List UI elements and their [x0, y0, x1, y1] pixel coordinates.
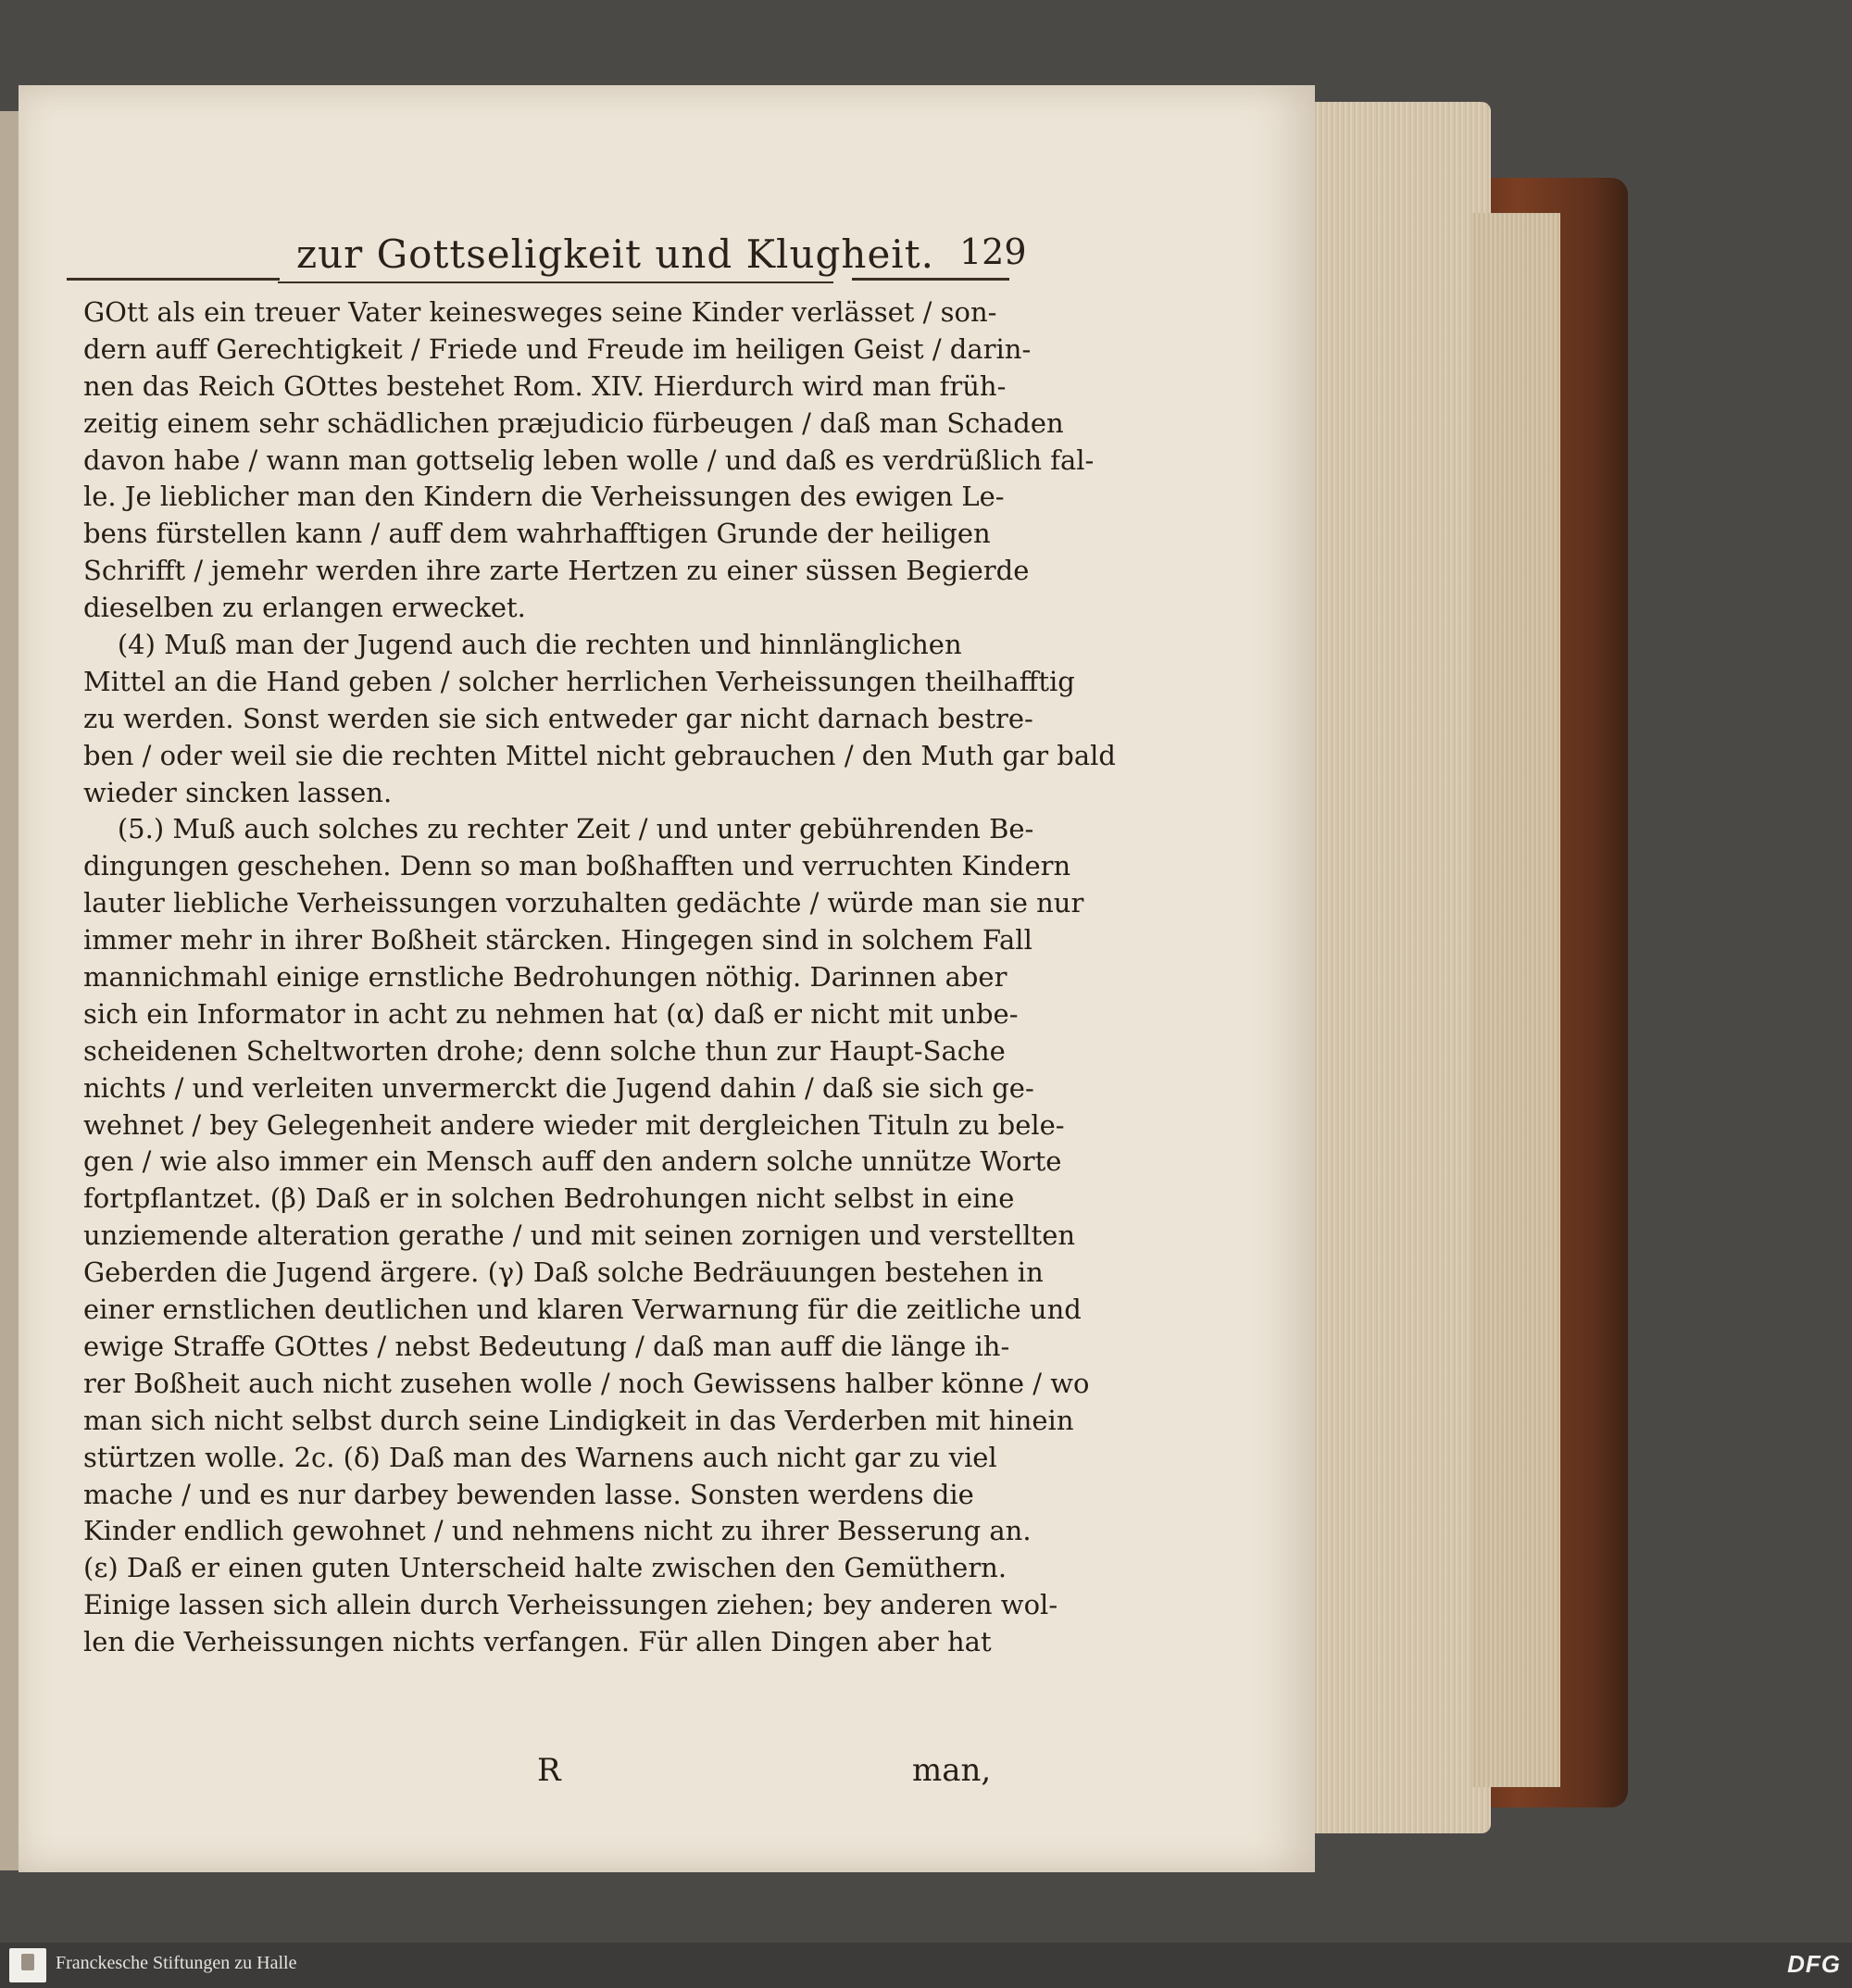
text-line: Mittel an die Hand geben / solcher herrlichen Verheissungen theilhafftig: [83, 665, 1075, 697]
text-line: mache / und es nur darbey bewenden lasse. Sonsten werdens die: [83, 1478, 974, 1510]
text-line: dern auff Gerechtigkeit / Friede und Freude im heiligen Geist / darin-: [83, 332, 1032, 365]
head-rule-right: [852, 278, 1009, 281]
text-line: nen das Reich GOttes bestehet Rom. XIV. Hierdurch wird man früh-: [83, 369, 1007, 402]
text-line: zu werden. Sonst werden sie sich entweder gar nicht darnach bestre-: [83, 702, 1033, 734]
text-line: nichts / und verleiten unvermerckt die Jugend dahin / daß sie sich ge-: [83, 1071, 1034, 1104]
text-line: scheidenen Scheltworten drohe; denn solche thun zur Haupt-Sache: [83, 1034, 1006, 1067]
viewer-footer: [0, 1943, 1852, 1988]
text-line: fortpflantzet. (β) Daß er in solchen Bedrohungen nicht selbst in eine: [83, 1182, 1015, 1215]
text-line: immer mehr in ihrer Boßheit stärcken. Hingegen sind in solchem Fall: [83, 924, 1032, 956]
page-edges-inner: [1472, 213, 1560, 1787]
text-line: einer ernstlichen deutlichen und klaren Verwarnung für die zeitliche und: [83, 1294, 1082, 1326]
text-line: wehnet / bey Gelegenheit andere wieder mit dergleichen Tituln zu bele-: [83, 1108, 1065, 1141]
text-line: le. Je lieblicher man den Kindern die Verheissungen des ewigen Le-: [83, 481, 1005, 513]
text-line: gen / wie also immer ein Mensch auff den andern solche unnütze Worte: [83, 1145, 1062, 1178]
text-line: ewige Straffe GOttes / nebst Bedeutung / daß man auff die länge ih-: [83, 1330, 1010, 1362]
head-rule-middle: [278, 281, 833, 283]
text-line: len die Verheissungen nichts verfangen. Für allen Dingen aber hat: [83, 1626, 992, 1658]
text-line: bens fürstellen kann / auff dem wahrhafftigen Grunde der heiligen: [83, 518, 991, 550]
head-rule-left: [67, 278, 280, 281]
body-text: [83, 294, 1116, 1661]
text-line: man sich nicht selbst durch seine Lindigkeit in das Verderben mit hinein: [83, 1404, 1074, 1436]
text-line: Geberden die Jugend ärgere. (γ) Daß solche Bedräuungen bestehen in: [83, 1257, 1044, 1289]
text-line: rer Boßheit auch nicht zusehen wolle / noch Gewissens halber könne / wo: [83, 1367, 1090, 1399]
text-line: unziemende alteration gerathe / und mit seinen zornigen und verstellten: [83, 1219, 1076, 1252]
text-line: mannichmahl einige ernstliche Bedrohungen nöthig. Darinnen aber: [83, 961, 1007, 994]
text-line: (5.) Muß auch solches zu rechter Zeit / und unter gebührenden Be-: [83, 813, 1034, 845]
text-line: (ε) Daß er einen guten Unterscheid halte zwischen den Gemüthern.: [83, 1552, 1007, 1584]
running-head-title: zur Gottseligkeit und Klugheit.: [296, 231, 934, 277]
text-line: lauter liebliche Verheissungen vorzuhalten gedächte / würde man sie nur: [83, 887, 1084, 919]
text-line: Einige lassen sich allein durch Verheissungen ziehen; bey anderen wol-: [83, 1589, 1058, 1621]
page-number: 129: [959, 231, 1027, 272]
text-line: wieder sincken lassen.: [83, 776, 393, 808]
dfg-logo: DFG: [1787, 1950, 1841, 1978]
catchword: man,: [912, 1752, 992, 1789]
text-line: sich ein Informator in acht zu nehmen hat (α) daß er nicht mit unbe-: [83, 997, 1019, 1030]
text-line: dieselben zu erlangen erwecket.: [83, 592, 526, 624]
institution-name: Franckesche Stiftungen zu Halle: [56, 1953, 297, 1973]
text-line: ben / oder weil sie die rechten Mittel nicht gebrauchen / den Muth gar bald: [83, 739, 1116, 771]
text-line: (4) Muß man der Jugend auch die rechten und hinnlänglichen: [83, 629, 962, 661]
book-page: [19, 85, 1315, 1872]
text-line: davon habe / wann man gottselig leben wolle / und daß es verdrüßlich fal-: [83, 444, 1095, 476]
text-line: GOtt als ein treuer Vater keinesweges seine Kinder verlässet / son-: [83, 296, 997, 328]
text-line: dingungen geschehen. Denn so man boßhafften und verruchten Kindern: [83, 850, 1071, 882]
text-line: Schrifft / jemehr werden ihre zarte Hertzen zu einer süssen Begierde: [83, 555, 1030, 587]
facing-page-edge: [0, 111, 20, 1870]
text-line: zeitig einem sehr schädlichen præjudicio fürbeugen / daß man Schaden: [83, 406, 1064, 439]
signature-mark: R: [537, 1752, 561, 1789]
text-line: stürtzen wolle. 2c. (δ) Daß man des Warnens auch nicht gar zu viel: [83, 1441, 997, 1473]
page-edges: [1292, 102, 1491, 1833]
francke-foundation-logo-icon: [9, 1948, 46, 1982]
text-line: Kinder endlich gewohnet / und nehmens nicht zu ihrer Besserung an.: [83, 1515, 1032, 1547]
